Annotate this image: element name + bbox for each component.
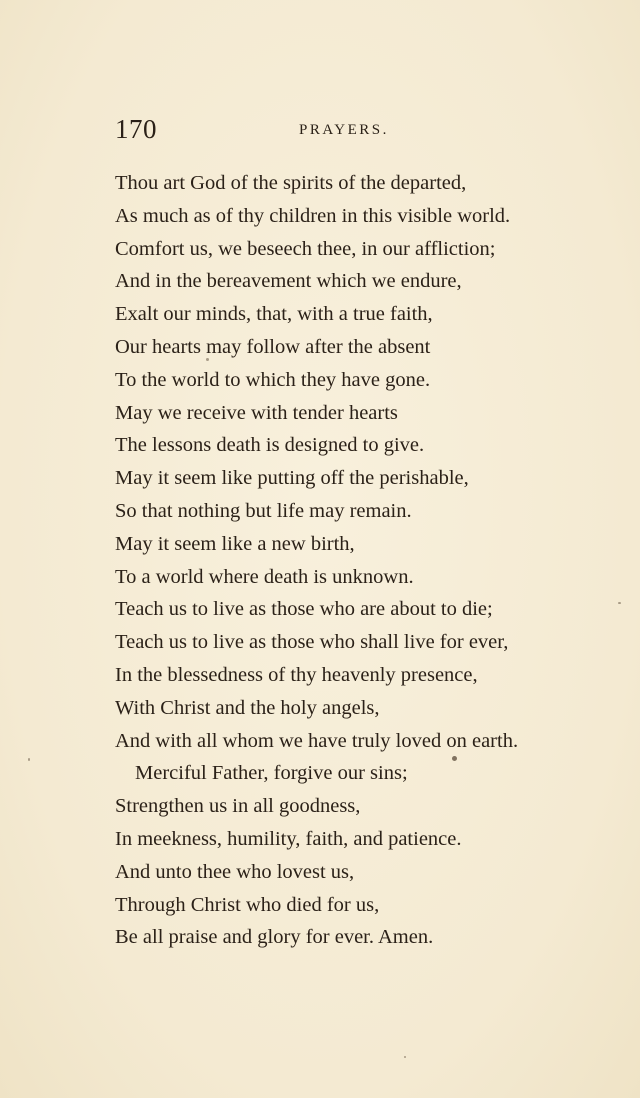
- prayer-line: May it seem like putting off the perishable,: [115, 467, 469, 490]
- prayer-line: In meekness, humility, faith, and patience.: [115, 827, 462, 850]
- page-header: [115, 114, 595, 150]
- paper-speck: [404, 1056, 406, 1058]
- paper-speck: [28, 758, 30, 761]
- running-title: PRAYERS.: [299, 122, 389, 138]
- paper-speck: [618, 602, 621, 604]
- prayer-line: May we receive with tender hearts: [115, 401, 398, 424]
- paper-speck: [452, 756, 457, 761]
- prayer-line: Strengthen us in all goodness,: [115, 795, 361, 818]
- prayer-text: [115, 167, 605, 954]
- prayer-line: As much as of thy children in this visible world.: [115, 204, 511, 227]
- page-number: 170: [115, 114, 157, 144]
- prayer-line: Through Christ who died for us,: [115, 893, 380, 916]
- prayer-line: May it seem like a new birth,: [115, 532, 355, 555]
- prayer-line: And in the bereavement which we endure,: [115, 270, 462, 293]
- prayer-line: Our hearts may follow after the absent: [115, 335, 431, 358]
- prayer-line: In the blessedness of thy heavenly presence,: [115, 663, 478, 686]
- prayer-line: To the world to which they have gone.: [115, 368, 431, 391]
- prayer-line: Teach us to live as those who are about to die;: [115, 598, 493, 621]
- paper-speck: [206, 358, 209, 361]
- prayer-line: With Christ and the holy angels,: [115, 696, 380, 719]
- prayer-line: Teach us to live as those who shall live for ever,: [115, 631, 509, 654]
- prayer-line: Be all praise and glory for ever. Amen.: [115, 926, 434, 949]
- prayer-line: To a world where death is unknown.: [115, 565, 414, 588]
- prayer-line: The lessons death is designed to give.: [115, 434, 425, 457]
- prayer-line: So that nothing but life may remain.: [115, 499, 412, 522]
- prayer-line: And with all whom we have truly loved on earth.: [115, 729, 519, 752]
- prayer-line: Thou art God of the spirits of the departed,: [115, 172, 467, 194]
- prayer-line: Merciful Father, forgive our sins;: [135, 762, 408, 785]
- prayer-line: Comfort us, we beseech thee, in our affliction;: [115, 237, 496, 260]
- prayer-line: Exalt our minds, that, with a true faith,: [115, 303, 433, 326]
- prayer-line: And unto thee who lovest us,: [115, 860, 355, 883]
